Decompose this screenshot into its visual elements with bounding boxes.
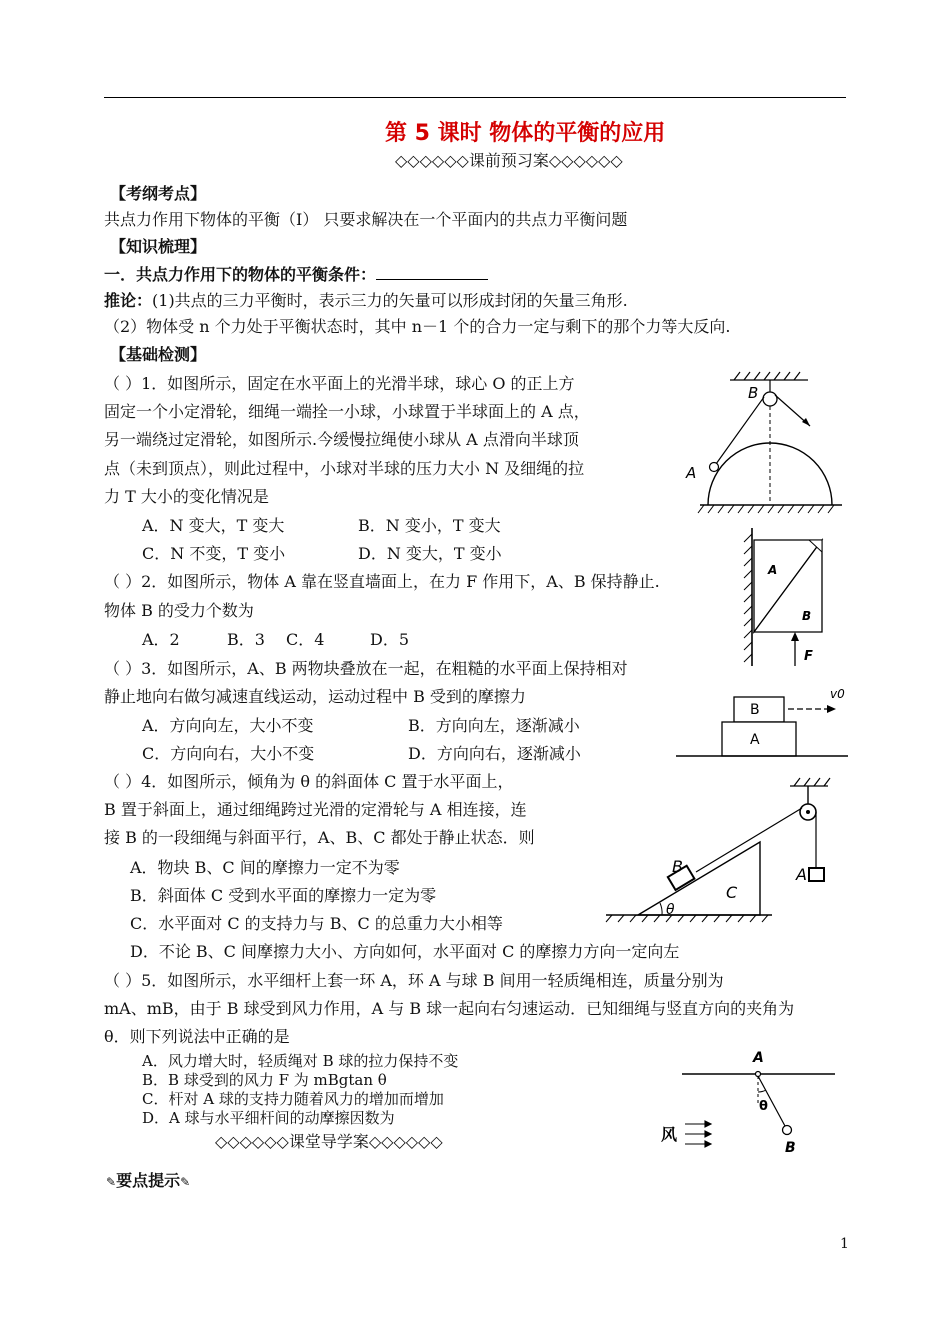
jichu-heading: 【基础检测】 (110, 345, 207, 364)
q2-label-b: B (802, 609, 812, 623)
q1-line: （ ）1．如图所示，固定在水平面上的光滑半球，球心 O 的正上方 (104, 374, 575, 393)
q4-line: B 置于斜面上，通过细绳跨过光滑的定滑轮与 A 相连接，连 (104, 800, 527, 819)
ground-hatch-icon (698, 505, 834, 513)
q3-figure (676, 680, 851, 765)
kaogang-heading: 【考纲考点】 (110, 184, 207, 203)
ring-a-icon (756, 1072, 761, 1077)
incline-c (638, 842, 760, 915)
q2-figure (738, 528, 828, 668)
condition-text: 一．共点力作用下的物体的平衡条件： (104, 265, 377, 284)
q5-option-c: C．杆对 A 球的支持力随着风力的增加而增加 (142, 1090, 444, 1108)
ceiling-hatch-icon (790, 778, 830, 786)
answer-blank (376, 263, 488, 280)
velocity-arrow-icon (827, 705, 836, 713)
q1-label-a: A (686, 464, 697, 482)
q5-line: θ．则下列说法中正确的是 (104, 1027, 290, 1046)
zhishi-heading: 【知识梳理】 (110, 237, 207, 256)
q2-label-f: F (804, 649, 813, 664)
q3-option-b: B．方向向左，逐渐减小 (408, 716, 580, 735)
q2-option-a: A．2 (142, 630, 180, 649)
right-flourish-icon: ✎ (180, 1175, 191, 1189)
q5-option-a: A．风力增大时，轻质绳对 B 球的拉力保持不变 (142, 1052, 459, 1070)
q5-option-d: D．A 球与水平细杆间的动摩擦因数为 (142, 1109, 395, 1127)
tuilun-1: (1)共点的三力平衡时，表示三力的矢量可以形成封闭的矢量三角形. (152, 291, 628, 310)
page-number: 1 (840, 1236, 849, 1252)
q4-figure (600, 772, 840, 922)
tuilun-line-1 (104, 290, 628, 312)
q4-line: （ ）4．如图所示，倾角为 θ 的斜面体 C 置于水平面上， (104, 772, 514, 791)
ball-icon (710, 463, 719, 472)
q4-label-a: A (796, 865, 807, 884)
q1-line: 固定一个小定滑轮，细绳一端拴一小球，小球置于半球面上的 A 点， (104, 402, 590, 421)
yaodian-heading (106, 1170, 190, 1193)
left-flourish-icon: ✎ (106, 1175, 117, 1189)
q4-option-a: A．物块 B、C 间的摩擦力一定不为零 (130, 858, 400, 877)
q2-line: 物体 B 的受力个数为 (104, 601, 254, 620)
condition-line (104, 263, 488, 286)
q1-option-a: A．N 变大，T 变大 (142, 516, 285, 535)
q1-figure (678, 368, 848, 518)
q2-option-b: B．3 (227, 630, 265, 649)
page-title: 第 5 课时 物体的平衡的应用 (385, 121, 666, 146)
q4-option-b: B．斜面体 C 受到水平面的摩擦力一定为零 (130, 886, 437, 905)
q5-label-wind: 风 (661, 1125, 678, 1144)
q4-label-theta: θ (666, 902, 675, 918)
q1-option-c: C．N 不变，T 变小 (142, 544, 286, 563)
block-a (809, 868, 824, 881)
pulley-icon (763, 392, 777, 406)
q1-line: 点（未到顶点），则此过程中，小球对半球的压力大小 N 及细绳的拉 (104, 459, 585, 478)
q3-option-d: D．方向向右，逐渐减小 (408, 744, 581, 763)
ceiling-hatch-icon (730, 372, 808, 380)
pre-class-banner: ◇◇◇◇◇◇课前预习案◇◇◇◇◇◇ (395, 151, 623, 170)
q3-label-a: A (750, 732, 760, 748)
q4-label-b: B (672, 857, 683, 876)
q4-option-d: D．不论 B、C 间摩擦力大小、方向如何，水平面对 C 的摩擦力方向一定向左 (130, 942, 680, 961)
q5-line: mA、mB，由于 B 球受到风力作用，A 与 B 球一起向右匀速运动．已知细绳与竖直方向的夹角为 (104, 999, 795, 1018)
in-class-banner: ◇◇◇◇◇◇课堂导学案◇◇◇◇◇◇ (215, 1132, 443, 1151)
q3-line: （ ）3．如图所示，A、B 两物块叠放在一起，在粗糙的水平面上保持相对 (104, 659, 628, 678)
kaogang-text: 共点力作用下物体的平衡（Ⅰ） 只要求解决在一个平面内的共点力平衡问题 (104, 210, 628, 229)
q5-line: （ ）5．如图所示，水平细杆上套一环 A，环 A 与球 B 间用一轻质绳相连，质量分别为 (104, 971, 724, 990)
q1-line: 力 T 大小的变化情况是 (104, 487, 269, 506)
q4-option-c: C．水平面对 C 的支持力与 B、C 的总重力大小相等 (130, 914, 503, 933)
q2-option-c: C．4 (286, 630, 325, 649)
hemisphere (708, 443, 832, 505)
q2-line: （ ）2．如图所示，物体 A 靠在竖直墙面上，在力 F 作用下，A、B 保持静止. (104, 572, 660, 591)
q5-option-b: B．B 球受到的风力 F 为 mBgtan θ (142, 1071, 387, 1089)
yaodian-text: 要点提示 (116, 1171, 181, 1190)
ground-hatch-icon (606, 915, 768, 922)
q3-label-b: B (750, 702, 760, 718)
q5-label-a: A (753, 1050, 764, 1066)
tuilun-2: （2）物体受 n 个力处于平衡状态时，其中 n－1 个的合力一定与剩下的那个力等大反向. (104, 317, 731, 336)
wall-hatch-icon (744, 534, 752, 662)
q3-label-v0: v0 (830, 687, 845, 701)
q1-line: 另一端绕过定滑轮，如图所示.今缓慢拉绳使小球从 A 点滑向半球顶 (104, 430, 579, 449)
q1-label-b: B (748, 384, 759, 402)
q2-label-a: A (768, 563, 778, 577)
q1-option-b: B．N 变小，T 变大 (358, 516, 501, 535)
q3-option-c: C．方向向右，大小不变 (142, 744, 315, 763)
q5-label-theta: θ (759, 1099, 768, 1114)
tuilun-label: 推论： (104, 291, 153, 310)
q3-line: 静止地向右做匀减速直线运动，运动过程中 B 受到的摩擦力 (104, 687, 526, 706)
q4-label-c: C (726, 883, 738, 902)
wind-arrows-icon (685, 1121, 711, 1147)
force-arrow-icon (791, 632, 799, 641)
header-rule (104, 97, 846, 98)
q4-line: 接 B 的一段细绳与斜面平行，A、B、C 都处于静止状态．则 (104, 828, 535, 847)
q3-option-a: A．方向向左，大小不变 (142, 716, 314, 735)
q2-option-d: D．5 (370, 630, 410, 649)
q1-option-d: D．N 变大，T 变小 (358, 544, 502, 563)
q5-figure (655, 1048, 840, 1158)
q5-label-b: B (785, 1140, 796, 1156)
ball-b-icon (783, 1126, 792, 1135)
